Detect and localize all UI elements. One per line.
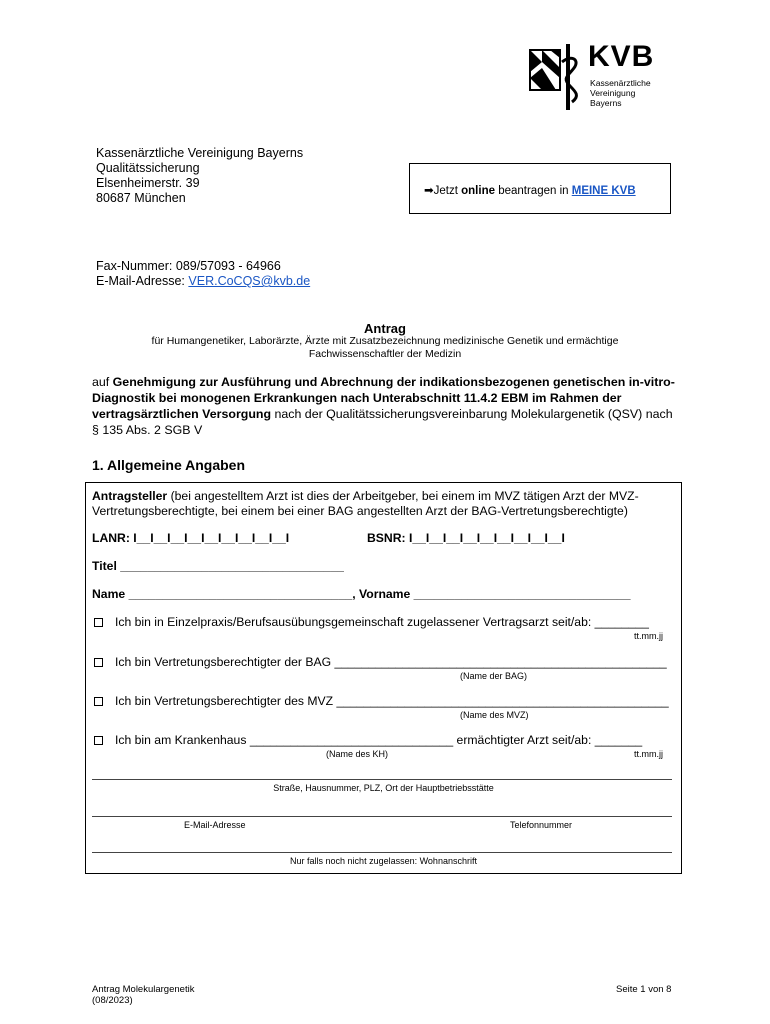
address-line: Qualitätssicherung <box>96 161 200 175</box>
arrow-right-icon: ➡ <box>424 185 434 197</box>
meine-kvb-link[interactable]: MEINE KVB <box>571 185 636 197</box>
online-bold: online <box>461 185 495 197</box>
footer-left <box>92 984 194 1006</box>
online-apply-box <box>409 163 671 214</box>
email-link[interactable]: VER.CoCQS@kvb.de <box>188 274 311 288</box>
section-heading: 1. Allgemeine Angaben <box>92 457 245 473</box>
option-einzelpraxis: Ich bin in Einzelpraxis/Berufsausübungsgemeinschaft zugelassener Vertragsarzt seit/ab: ________ <box>115 615 649 629</box>
email-line <box>96 274 310 289</box>
intro-pre: auf <box>92 375 113 389</box>
option-krankenhaus: Ich bin am Krankenhaus ______________________________ ermächtigter Arzt seit/ab: _______ <box>115 733 643 747</box>
email-phone-input-line[interactable] <box>92 816 672 817</box>
email-label: E-Mail-Adresse: <box>96 274 189 288</box>
logo-line2: Vereinigung <box>590 88 636 98</box>
applicant-line2: Vertretungsberechtigte, bei einem bei einer BAG angestellten Arzt der BAG-Vertretungsberechtigte) <box>92 504 628 518</box>
bsnr-field[interactable]: BSNR: I__I__I__I__I__I__I__I__I__I <box>367 531 565 545</box>
home-address-input-line[interactable] <box>92 852 672 853</box>
logo-line3: Bayerns <box>590 98 622 108</box>
intro-text <box>92 374 682 438</box>
kh-hint: (Name des KH) <box>326 749 389 759</box>
fax-number: Fax-Nummer: 089/57093 - 64966 <box>96 259 281 273</box>
page-subtitle: für Humangenetiker, Laborärzte, Ärzte mit Zusatzbezeichnung medizinische Genetik und ermächtige Fachwissenschaftler der Medizin <box>151 335 619 360</box>
option-bag: Ich bin Vertretungsberechtigter der BAG _________________________________________________ <box>115 655 667 669</box>
address-line: 80687 München <box>96 191 186 205</box>
page-title: Antrag <box>364 321 406 336</box>
checkbox-bag[interactable] <box>94 658 103 667</box>
checkbox-krankenhaus[interactable] <box>94 736 103 745</box>
checkbox-einzelpraxis[interactable] <box>94 618 103 627</box>
date-hint: tt.mm.jj <box>634 749 663 759</box>
kvb-logo <box>528 42 678 112</box>
footer-date: (08/2023) <box>92 995 133 1006</box>
intro-bold: Genehmigung zur Ausführung und Abrechnung der indikationsbezogenen genetischen in-vitro-Diagnostik bei monogenen Erkrankungen nach Unterabschnitt 11.4.2 EBM im Rahmen der vertragsärztlichen Versorgung <box>92 375 675 421</box>
date-hint: tt.mm.jj <box>634 631 663 641</box>
intro-post: nach der Qualitätssicherungsvereinbarung Molekulargenetik (QSV) nach § 135 Abs. 2 SGB V <box>92 407 673 437</box>
lanr-field[interactable]: LANR: I__I__I__I__I__I__I__I__I__I <box>92 531 290 545</box>
address-line: Elsenheimerstr. 39 <box>96 176 200 190</box>
applicant-label: Antragsteller <box>92 489 168 503</box>
phone-hint: Telefonnummer <box>510 820 573 830</box>
address-input-line[interactable] <box>92 779 672 780</box>
logo-line1: Kassenärztliche <box>590 78 651 88</box>
bavarian-shield-icon <box>528 42 584 112</box>
name-field[interactable]: Name _________________________________, Vorname ________________________________ <box>92 587 631 601</box>
checkbox-mvz[interactable] <box>94 697 103 706</box>
email-hint: E-Mail-Adresse <box>184 820 246 830</box>
online-pre: Jetzt <box>433 185 462 197</box>
applicant-form <box>85 482 682 874</box>
logo-kvb: KVB <box>588 40 655 73</box>
online-mid: beantragen in <box>495 185 572 197</box>
address-hint: Straße, Hausnummer, PLZ, Ort der Hauptbetriebsstätte <box>273 783 494 793</box>
title-field[interactable]: Titel _________________________________ <box>92 559 344 573</box>
footer-doc: Antrag Molekulargenetik <box>92 984 195 995</box>
recipient-address <box>96 146 303 206</box>
mvz-hint: (Name des MVZ) <box>460 710 529 720</box>
applicant-note: (bei angestelltem Arzt ist dies der Arbeitgeber, bei einem im MVZ tätigen Arzt der MVZ- <box>167 489 639 503</box>
home-address-hint: Nur falls noch nicht zugelassen: Wohnanschrift <box>290 856 477 866</box>
bag-hint: (Name der BAG) <box>460 671 528 681</box>
option-mvz: Ich bin Vertretungsberechtigter des MVZ _________________________________________________ <box>115 694 669 708</box>
address-line: Kassenärztliche Vereinigung Bayerns <box>96 146 304 160</box>
contact-block <box>96 259 310 289</box>
logo-subtitle <box>590 78 651 108</box>
footer-page: Seite 1 von 8 <box>616 984 672 995</box>
applicant-line1 <box>92 489 639 504</box>
